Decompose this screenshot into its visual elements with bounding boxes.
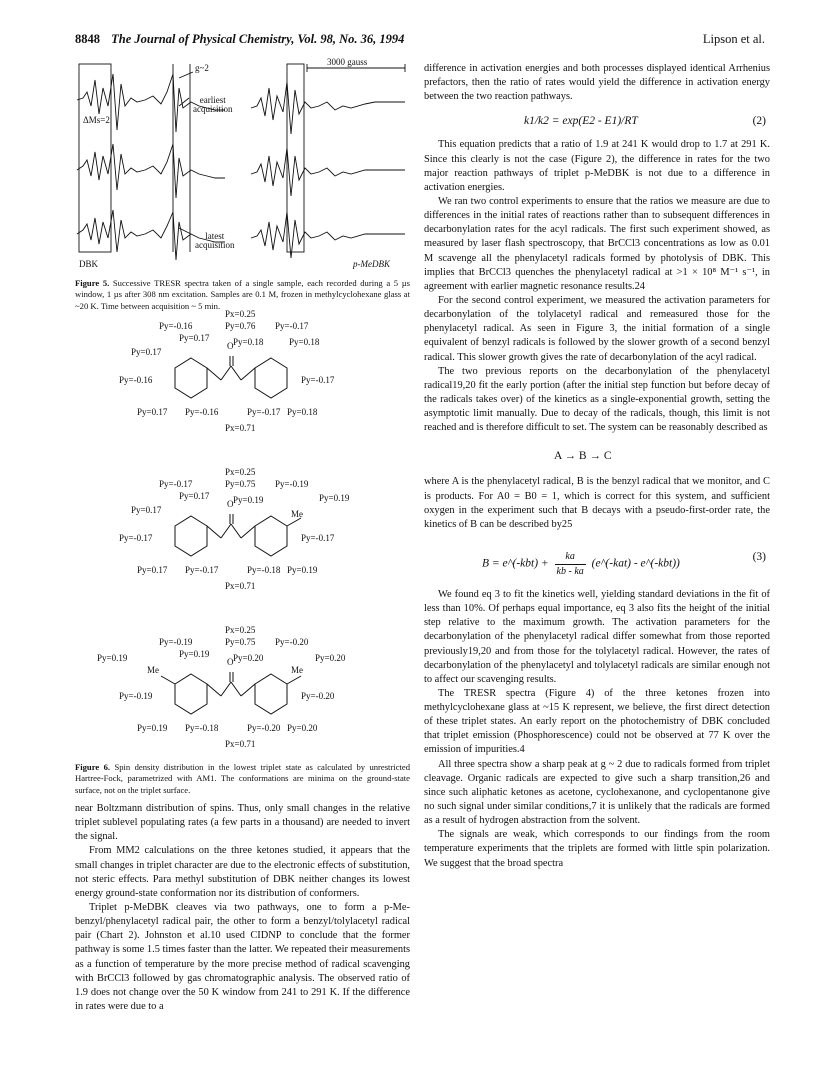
figure-5: [75, 57, 410, 274]
s1-py-meta-left: Py=-0.16: [119, 375, 153, 386]
right-paragraph: where A is the phenylacetyl radical, B is the benzyl radical that we monitor, and C is products. For A0 = B0 = 1, which is correct for this system, and sufficient oxygen in the experiment such that B decays with a pseudo-first-order rate, the kinetics of B can be described by25: [424, 476, 770, 530]
right-paragraph: All three spectra show a sharp peak at g ~ 2 due to radicals formed from triplet cleavage. Organic radicals are expected to give such a sharp transition,26 and since such aliphatic ketones as acetone, cyclohexanone, and cyclopentanone give no such signal under similar conditions,7 it is unlikely that the radicals are formed as a result of hydrogen abstraction from the solvent.: [424, 758, 770, 827]
pmedbk-label: p-MeDBK: [353, 259, 390, 269]
reaction-scheme: [424, 435, 770, 475]
s1-py-meta-right: Py=-0.17: [301, 375, 335, 386]
s2-py-ipso-right: Py=0.19: [233, 495, 264, 506]
s3-py-ipso-left: Py=0.19: [179, 649, 210, 660]
s1-py-ortho-left: Py=0.17: [131, 347, 162, 358]
s2-px-top: Px=0.25: [225, 467, 256, 478]
s3-me-right: Me: [291, 665, 303, 676]
reaction-scheme-text: A → B → C: [554, 450, 612, 463]
equation-2-body: k1/k2 = exp(E2 - E1)/RT: [524, 115, 638, 128]
s2-px-bottom: Px=0.71: [225, 581, 256, 592]
figure-6-caption-label: Figure 6.: [75, 762, 111, 773]
equation-3: [424, 532, 770, 588]
right-paragraph: This equation predicts that a ratio of 1.9 at 241 K would drop to 1.7 at 291 K. Since this clearly is not the case (Figure 2), the difference in rates for the two major reaction pathways of triplet p-MeDBK is not due to a difference in activation energies.: [424, 139, 770, 193]
s2-py-ortho-left: Py=0.17: [131, 505, 162, 516]
equation-3-body: [482, 550, 680, 578]
s3-py-ortho-left: Py=0.19: [97, 653, 128, 664]
s3-py-meta-right: Py=-0.20: [301, 691, 335, 702]
g2-label: g~2: [195, 63, 209, 73]
header-left: [75, 32, 404, 47]
s3-py-bottom-right-2: Py=0.20: [287, 723, 318, 734]
s3-px-bottom: Px=0.71: [225, 739, 256, 750]
dbk-spectrum-2: [77, 144, 225, 198]
right-paragraph: The TRESR spectra (Figure 4) of the three ketones frozen into methylcyclohexane glass at ~15 K represent, we believe, the first direct detection of these triplet states. An early report on the photochemistry of DBK concluded that triplet emission (Phosphorescence) could not be observed at 77 K over the emission of impurities.4: [424, 687, 770, 756]
left-paragraph: Triplet p-MeDBK cleaves via two pathways, one to form a p-Me-benzyl/phenylacetyl radical pair, the other to form a benzyl/tolylacetyl radical pair (Chart 2). Johnston et al.10 used CIDNP to conclude that the former pathway is some 1.5 times faster than the latter. We repeated their measurements as a function of temperature by the more precise method of radical scavenging with BrCCl3 followed by gas chromatographic analysis. The observed ratio of 1.9 does not change over the 50 K window from 241 to 291 K. If the difference in rates were due to a: [75, 902, 410, 1013]
s3-py-bottom-left-2: Py=-0.18: [185, 723, 219, 734]
s3-py-carbonyl: Py=0.75: [225, 637, 256, 648]
right-paragraph: difference in activation energies and both processes displayed identical Arrhenius prefactors, then the ratio of rates would yield the difference in activation energy between the two reaction pathways.: [424, 63, 770, 103]
figure-5-caption: [75, 278, 410, 312]
s1-px-top: Px=0.25: [225, 309, 256, 320]
spin-density-structures: [75, 318, 410, 790]
s2-py-ring-top-left: Py=-0.17: [159, 479, 193, 490]
s3-py-ring-top-left: Py=-0.19: [159, 637, 193, 648]
s1-py-carbonyl: Py=0.76: [225, 321, 256, 332]
dms-box: [79, 64, 111, 252]
s3-py-ortho-right: Py=0.20: [315, 653, 346, 664]
s3-py-ipso-right: Py=0.20: [233, 653, 264, 664]
equation-3-denominator: kb - ka: [556, 565, 584, 577]
figure-6: [75, 309, 410, 790]
right-paragraph: We found eq 3 to fit the kinetics well, yielding standard deviations in the fit of less than 10%. Of perhaps equal importance, eq 3 also fits the height of the initial step relative to the maximum growth. The activation parameters for the decarbonylation of the phenylacetyl radical differ somewhat from those reported previously19,20 and from those for the tolylacetyl radical. However, the rates of decarbonylation of the phenylacetyl and tolylacetyl radicals are similar enough not to affect our scavenging results.: [424, 588, 770, 685]
s3-py-bottom-left-1: Py=0.19: [137, 723, 168, 734]
s3-carbonyl-o: O: [227, 657, 234, 668]
structure-pmedbk: [175, 514, 301, 556]
s1-py-bottom-left-1: Py=0.17: [137, 407, 168, 418]
s1-py-bottom-right-1: Py=-0.17: [247, 407, 281, 418]
right-paragraph: We ran two control experiments to ensure that the ratios we measure are due to differences in the initial rates of reactions rather than to subsequent differences in decarbonylation rates for the acyl radicals. The first such experiment showed, as measured by laser flash spectroscopy, that BrCCl3 concentrations as low as 0.01 M scavenge all the phenylacetyl radicals formed by photolysis of DBK. This implies that BrCCl3 quenches the phenylacetyl radical at >1 × 10⁸ M⁻¹ s⁻¹, in agreement with earlier magnetic resonance results.24: [424, 195, 770, 292]
dbk-label: DBK: [79, 259, 99, 269]
right-paragraph: The two previous reports on the decarbonylation of the phenylacetyl radical19,20 fit the early portion (after the initial step function but before decay of the radicals takes over) of the kinetics as a single-exponential growth, setting the asymptotic limit manually. Due to decay of the radicals, though, this limit is not reached and is therefore difficult to set. The system can be reasonably described as: [424, 365, 770, 434]
s1-py-ring-top-right: Py=-0.17: [275, 321, 309, 332]
pmedbk-spectrum-2: [251, 148, 405, 196]
s2-carbonyl-o: O: [227, 499, 234, 510]
figure-5-caption-label: Figure 5.: [75, 278, 110, 288]
structure-dimedbk: [161, 672, 301, 714]
s2-py-bottom-right-2: Py=0.19: [287, 565, 318, 576]
header-authors: Lipson et al.: [702, 32, 765, 46]
s2-py-ortho-right: Py=0.19: [319, 493, 350, 504]
pmedbk-spectrum-3: [251, 212, 405, 258]
figure-6-caption-text: Spin density distribution in the lowest triplet state as calculated by unrestricted Hartree-Fock, parametrized with AM1. The conformations are minima on the ground-state surface, not on the triplet surface.: [75, 762, 411, 795]
s3-py-bottom-right-1: Py=-0.20: [247, 723, 281, 734]
right-paragraph: For the second control experiment, we measured the activation parameters for decarbonylation of the tolylacetyl radical and remeasured those for the phenylacetyl radical. As seen in Figure 3, the initial formation of a single equivalent of benzyl radicals is followed by the slower growth of a second benzyl radical. This slower growth gives the rate of decarbonylation of the acyl radical.: [424, 294, 770, 363]
s2-me-right: Me: [291, 509, 303, 520]
running-header: [75, 32, 765, 50]
s3-py-meta-left: Py=-0.19: [119, 691, 153, 702]
equation-3-numerator: ka: [555, 550, 586, 565]
equation-3-fraction: [555, 550, 586, 578]
s2-py-carbonyl: Py=0.75: [225, 479, 256, 490]
s2-py-bottom-left-1: Py=0.17: [137, 565, 168, 576]
delta-ms-label: ΔMs=2: [83, 115, 110, 125]
s1-py-ipso-left: Py=0.17: [179, 333, 210, 344]
tresr-spectra-plot: [75, 62, 410, 274]
journal-title: The Journal of Physical Chemistry, Vol. 98, No. 36, 1994: [111, 32, 405, 46]
s2-py-meta-left: Py=-0.17: [119, 533, 153, 544]
s2-py-bottom-right-1: Py=-0.18: [247, 565, 281, 576]
structure-dbk: [175, 356, 287, 398]
s1-py-ring-top-left: Py=-0.16: [159, 321, 193, 332]
s1-py-bottom-left-2: Py=-0.16: [185, 407, 219, 418]
figure-5-caption-text: Successive TRESR spectra taken of a single sample, each recorded during a 5 µs window, 1 µs after 308 nm excitation. Samples are 0.1 M, frozen in methylcyclohexane glass at ~20 K. Time between acquisition ~ 5 min.: [75, 278, 410, 311]
page-number: 8848: [75, 32, 100, 46]
s3-px-top: Px=0.25: [225, 625, 256, 636]
right-paragraph: The signals are weak, which corresponds to our findings from the room temperature experiments that the triplets are formed with little spin polarization. We suggest that the broad spectra: [424, 829, 770, 869]
s1-carbonyl-o: O: [227, 341, 234, 352]
equation-2-number: (2): [752, 115, 766, 128]
equation-3-lhs: B = e^(-kbt) +: [482, 557, 549, 570]
s3-me-left: Me: [147, 665, 159, 676]
latest-acquisition-label: latest acquisition: [195, 231, 235, 250]
s2-py-meta-right: Py=-0.17: [301, 533, 335, 544]
s1-py-bottom-right-2: Py=0.18: [287, 407, 318, 418]
right-column: [424, 62, 770, 871]
equation-2: [424, 104, 770, 138]
left-paragraph: From MM2 calculations on the three ketones studied, it appears that the small changes in triplet character are due to the electronic effects of substitution, not steric effects. Para methyl substitution of DBK neither changes its lowest energy ground-state conformation nor its distribution of conformers.: [75, 845, 410, 899]
left-paragraph: near Boltzmann distribution of spins. Thus, only small changes in the relative triplet sublevel populating rates (a few parts in a thousand) are needed to invert the signal.: [75, 803, 410, 843]
s3-py-ring-top-right: Py=-0.20: [275, 637, 309, 648]
s2-py-ipso-left: Py=0.17: [179, 491, 210, 502]
left-column: [75, 57, 411, 1014]
s2-py-bottom-left-2: Py=-0.17: [185, 565, 219, 576]
equation-3-number: (3): [752, 550, 766, 563]
s1-py-ipso-right: Py=0.18: [233, 337, 264, 348]
s2-py-ring-top-right: Py=-0.19: [275, 479, 309, 490]
pmedbk-spectrum-1: [251, 82, 405, 134]
s1-px-bottom: Px=0.71: [225, 423, 256, 434]
s1-py-ortho-right: Py=0.18: [289, 337, 320, 348]
equation-3-rhs: (e^(-kat) - e^(-kbt)): [591, 557, 680, 570]
scale-bar-label: 3000 gauss: [327, 57, 368, 67]
earliest-acquisition-label: earliest acquisition: [193, 95, 233, 114]
